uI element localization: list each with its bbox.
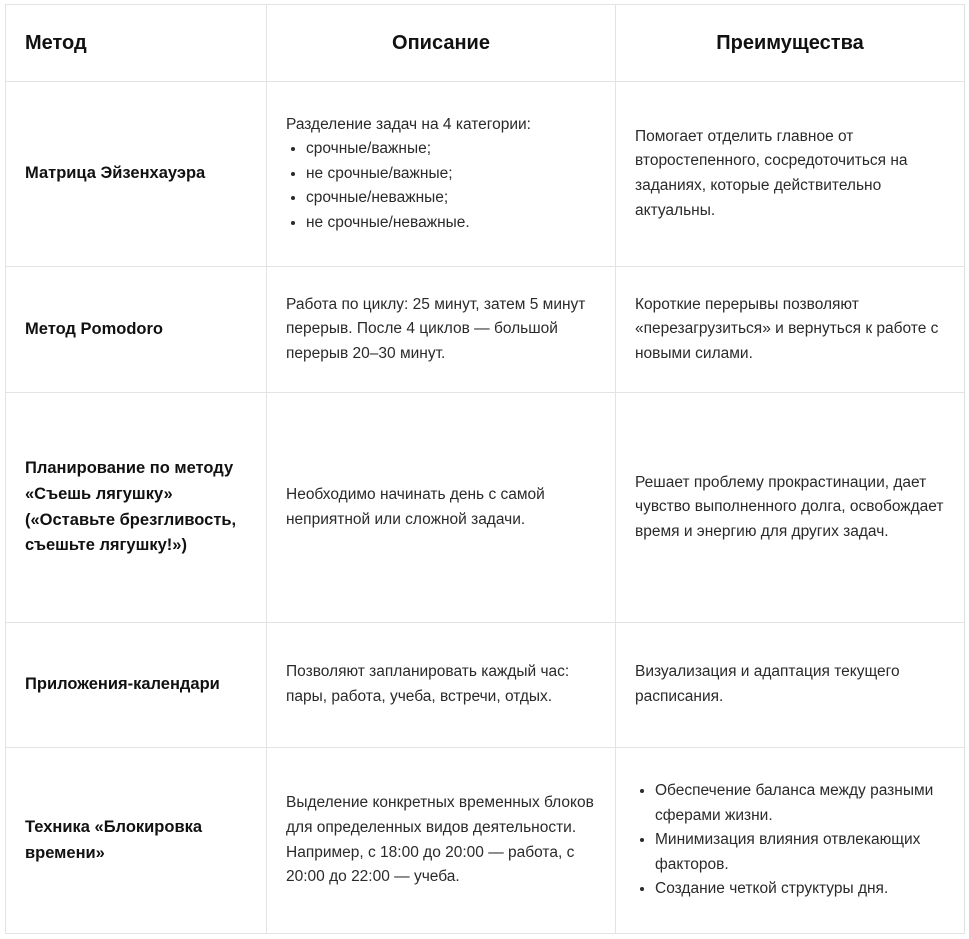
description-cell: Необходимо начинать день с самой неприятной или сложной задачи. bbox=[267, 393, 616, 623]
list-item: • Создание четкой структуры дня. bbox=[655, 877, 945, 902]
method-cell: Приложения-календари bbox=[6, 623, 267, 748]
table-header-row bbox=[6, 5, 965, 82]
advantages-cell: Короткие перерывы позволяют «перезагрузиться» и вернуться к работе с новыми силами. bbox=[616, 267, 965, 393]
list-item: • срочные/неважные; bbox=[306, 186, 596, 211]
method-cell: Планирование по методу «Съешь лягушку» («Оставьте брезгливость, съешьте лягушку!») bbox=[6, 393, 267, 623]
method-cell: Матрица Эйзенхауэра bbox=[6, 82, 267, 267]
description-cell bbox=[267, 82, 616, 267]
advantages-cell: Визуализация и адаптация текущего расписания. bbox=[616, 623, 965, 748]
advantages-cell: Решает проблему прокрастинации, дает чувство выполненного долга, освобождает время и энергию для других задач. bbox=[616, 393, 965, 623]
description-line: Выделение конкретных временных блоков для определенных видов деятельности. bbox=[286, 794, 594, 836]
description-cell: Позволяют запланировать каждый час: пары, работа, учеба, встречи, отдых. bbox=[267, 623, 616, 748]
time-management-table-container bbox=[5, 4, 964, 934]
description-example: Например, с 18:00 до 20:00 — работа, с 20:00 до 22:00 — учеба. bbox=[286, 843, 575, 886]
category-list bbox=[286, 137, 596, 235]
list-item: • не срочные/важные; bbox=[306, 162, 596, 187]
advantages-list bbox=[635, 779, 945, 902]
list-item: • Обеспечение баланса между разными сферами жизни. bbox=[655, 779, 945, 828]
header-description: Описание bbox=[267, 5, 616, 82]
method-cell: Метод Pomodoro bbox=[6, 267, 267, 393]
description-cell bbox=[267, 748, 616, 934]
advantages-cell bbox=[616, 748, 965, 934]
table-row bbox=[6, 748, 965, 934]
table-row bbox=[6, 267, 965, 393]
list-item: • Минимизация влияния отвлекающих факторов. bbox=[655, 828, 945, 877]
description-intro: Разделение задач на 4 категории: bbox=[286, 115, 531, 133]
header-advantages: Преимущества bbox=[616, 5, 965, 82]
time-management-table bbox=[5, 4, 965, 934]
method-cell: Техника «Блокировка времени» bbox=[6, 748, 267, 934]
table-row bbox=[6, 623, 965, 748]
header-method: Метод bbox=[6, 5, 267, 82]
table-row bbox=[6, 393, 965, 623]
list-item: • срочные/важные; bbox=[306, 137, 596, 162]
table-row bbox=[6, 82, 965, 267]
advantages-cell: Помогает отделить главное от второстепенного, сосредоточиться на заданиях, которые действительно актуальны. bbox=[616, 82, 965, 267]
list-item: • не срочные/неважные. bbox=[306, 211, 596, 236]
description-cell: Работа по циклу: 25 минут, затем 5 минут перерыв. После 4 циклов — большой перерыв 20–30 минут. bbox=[267, 267, 616, 393]
